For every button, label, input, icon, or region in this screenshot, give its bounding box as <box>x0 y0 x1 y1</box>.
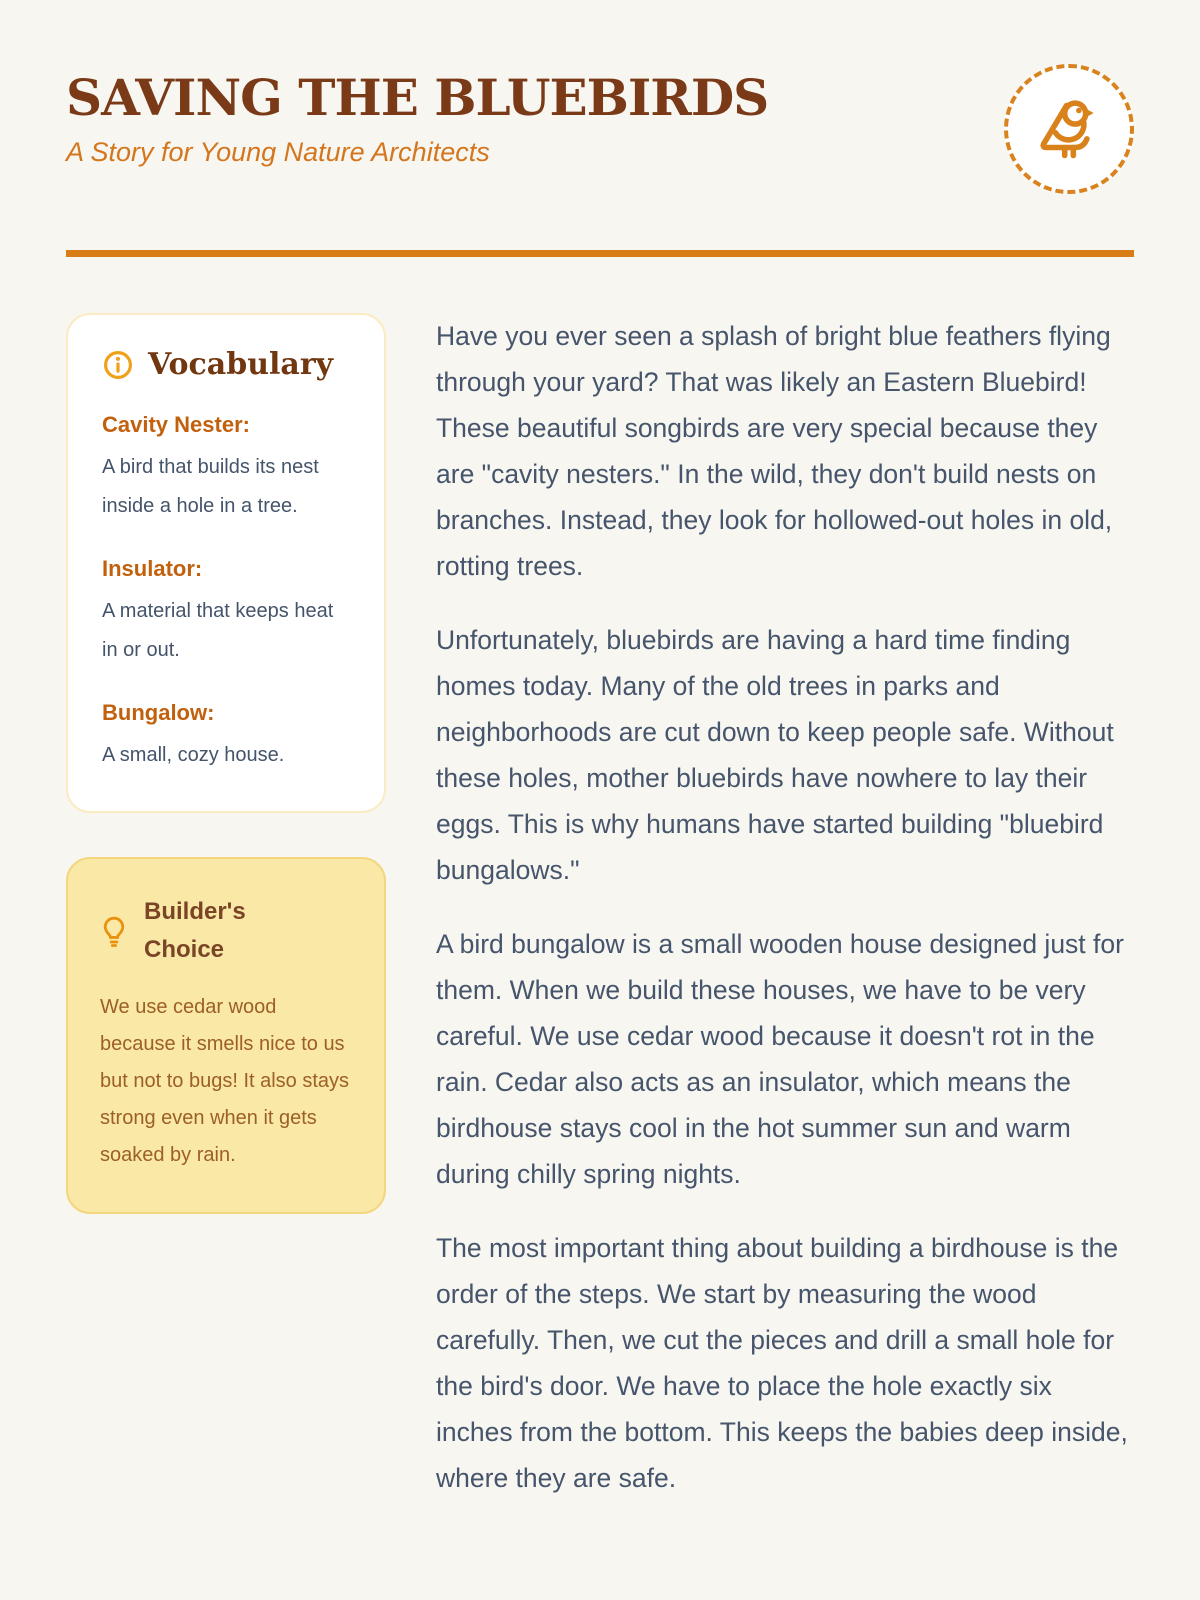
vocab-entry <box>102 412 350 526</box>
vocab-definition: A small, cozy house. <box>102 744 285 766</box>
page-subtitle: A Story for Young Nature Architects <box>66 137 490 167</box>
vocab-definition: A material that keeps heat in or out. <box>102 600 334 661</box>
header-divider <box>66 250 1134 257</box>
vocabulary-card <box>66 313 386 813</box>
builders-choice-body: We use cedar wood because it smells nice to us but not to bugs! It also stays strong even when it gets soaked by rain. <box>100 996 350 1166</box>
lightbulb-icon <box>100 914 128 948</box>
page-title: SAVING THE BLUEBIRDS <box>66 68 769 127</box>
info-icon <box>102 349 134 381</box>
article <box>436 313 1134 1501</box>
vocabulary-heading-label: Vocabulary <box>148 347 334 382</box>
title-block <box>66 64 768 168</box>
header <box>66 64 1134 194</box>
vocab-term: Cavity Nester: <box>102 412 250 437</box>
builders-choice-heading-label: Builder's Choice <box>144 898 246 963</box>
article-paragraph: Unfortunately, bluebirds are having a hard time finding homes today. Many of the old trees in parks and neighborhoods are cut down to keep people safe. Without these holes, mother bluebirds have nowhere to lay their eggs. This is why humans have started building "bluebird bungalows." <box>436 625 1114 885</box>
vocab-entry <box>102 556 350 670</box>
builders-choice-card <box>66 857 386 1214</box>
vocab-term: Bungalow: <box>102 700 215 725</box>
vocabulary-heading <box>102 347 350 382</box>
sidebar <box>66 313 386 1501</box>
builders-choice-heading <box>100 893 352 969</box>
article-paragraph: A bird bungalow is a small wooden house designed just for them. When we build these houses, we have to be very careful. We use cedar wood because it doesn't rot in the rain. Cedar also acts as an insulator, which means the birdhouse stays cool in the hot summer sun and warm during chilly spring nights. <box>436 929 1124 1189</box>
vocab-entry <box>102 700 350 775</box>
bird-badge <box>1004 64 1134 194</box>
article-paragraph: Have you ever seen a splash of bright blue feathers flying through your yard? That was likely an Eastern Bluebird! These beautiful songbirds are very special because they are "cavity nesters." In the wild, they don't build nests on branches. Instead, they look for hollowed-out holes in old, rotting trees. <box>436 321 1113 581</box>
article-paragraph: The most important thing about building a birdhouse is the order of the steps. We start by measuring the wood carefully. Then, we cut the pieces and drill a small hole for the bird's door. We have to place the hole exactly six inches from the bottom. This keeps the babies deep inside, where they are safe. <box>436 1233 1128 1493</box>
vocab-definition: A bird that builds its nest inside a hole in a tree. <box>102 456 319 517</box>
content-columns <box>66 313 1134 1501</box>
vocab-term: Insulator: <box>102 556 203 581</box>
bird-icon <box>1032 92 1106 166</box>
